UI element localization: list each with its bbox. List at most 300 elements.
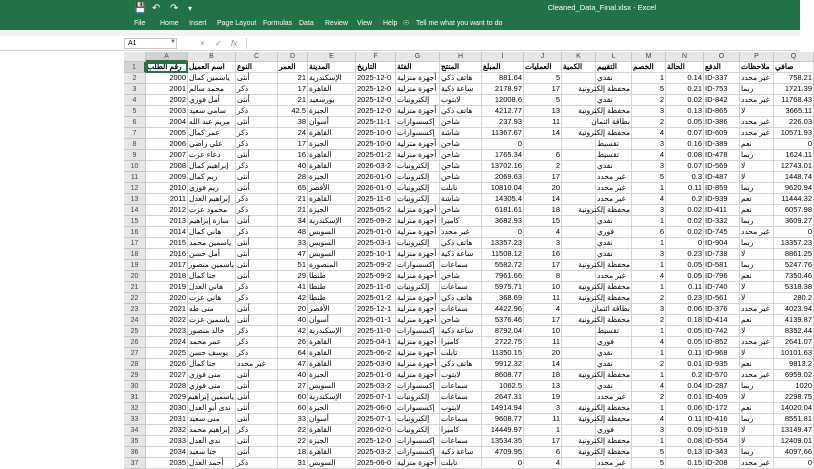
table-cell[interactable]: نعم <box>740 194 774 205</box>
table-cell[interactable]: أجهزة منزلية <box>396 271 440 282</box>
table-cell[interactable]: علي راضي <box>188 139 236 150</box>
table-cell[interactable]: 2025-01-0 <box>356 370 396 381</box>
table-cell[interactable]: إلكترونيات <box>396 161 440 172</box>
table-cell[interactable]: شاحن <box>440 315 482 326</box>
table-cell[interactable]: 42 <box>278 326 308 337</box>
table-cell[interactable]: ذكر <box>236 106 278 117</box>
table-cell[interactable]: 5 <box>524 73 562 84</box>
table-cell[interactable]: ذكر <box>236 194 278 205</box>
table-cell[interactable]: 64 <box>278 348 308 359</box>
column-header-j[interactable]: J <box>524 52 562 62</box>
table-cell[interactable]: 2007 <box>146 150 188 161</box>
table-cell[interactable]: هاني عزت <box>188 293 236 304</box>
table-cell[interactable]: ذكر <box>236 139 278 150</box>
table-cell[interactable]: تقسيط <box>596 139 632 150</box>
row-header[interactable]: 31 <box>124 392 146 403</box>
table-cell[interactable]: 13702.16 <box>482 161 524 172</box>
table-cell[interactable]: إلكترونيات <box>396 282 440 293</box>
table-cell[interactable]: 4 <box>632 150 666 161</box>
table-cell[interactable]: 0.11 <box>666 414 704 425</box>
table-cell[interactable]: كاميرا <box>440 216 482 227</box>
table-cell[interactable]: 42 <box>278 293 308 304</box>
table-cell[interactable]: 11 <box>524 337 562 348</box>
table-cell[interactable]: 5247.76 <box>774 260 814 271</box>
table-cell[interactable]: أنثى <box>236 271 278 282</box>
table-cell[interactable]: 2025-10-0 <box>356 139 396 150</box>
table-cell[interactable]: 60 <box>278 392 308 403</box>
table-cell[interactable]: 5 <box>632 84 666 95</box>
column-header-n[interactable]: N <box>666 52 704 62</box>
table-cell[interactable]: ذكر <box>236 348 278 359</box>
table-cell[interactable] <box>562 227 596 238</box>
table-cell[interactable]: ID-852 <box>704 337 740 348</box>
table-cell[interactable]: 11 <box>524 414 562 425</box>
row-header[interactable]: 26 <box>124 337 146 348</box>
table-cell[interactable]: ID-935 <box>704 359 740 370</box>
table-cell[interactable]: 0.06 <box>666 304 704 315</box>
table-cell[interactable]: ID-332 <box>704 216 740 227</box>
table-cell[interactable]: شاحن <box>440 205 482 216</box>
row-header[interactable]: 24 <box>124 315 146 326</box>
table-cell[interactable]: محفظة إلكترونية <box>578 282 630 291</box>
table-cell[interactable]: لا <box>740 425 774 436</box>
table-cell[interactable]: 10 <box>524 326 562 337</box>
table-cell[interactable]: 2025-06-2 <box>356 348 396 359</box>
table-cell[interactable]: ID-409 <box>704 392 740 403</box>
table-cell[interactable]: ID-745 <box>704 227 740 238</box>
table-cell[interactable]: هاتف ذكي <box>440 106 482 117</box>
table-cell[interactable]: 1765.34 <box>482 150 524 161</box>
table-cell[interactable]: 22 <box>278 425 308 436</box>
table-cell[interactable]: إلكترونيات <box>396 238 440 249</box>
table-cell[interactable]: نقدي <box>596 161 632 172</box>
header-cell[interactable]: المنتج <box>440 62 482 73</box>
table-cell[interactable]: 2025-10-0 <box>356 128 396 139</box>
table-cell[interactable]: شاحن <box>440 139 482 150</box>
table-cell[interactable]: 2006 <box>146 139 188 150</box>
tab-data[interactable]: Data <box>299 20 314 27</box>
table-cell[interactable]: نعم <box>740 403 774 414</box>
header-cell[interactable]: صافي <box>774 62 814 73</box>
table-cell[interactable]: 2017 <box>146 260 188 271</box>
table-cell[interactable]: 2034 <box>146 447 188 458</box>
table-cell[interactable]: إكسسوارات <box>396 447 440 458</box>
table-cell[interactable]: 4 <box>632 194 666 205</box>
tab-help[interactable]: Help <box>383 20 398 27</box>
table-cell[interactable]: نقدي <box>596 95 632 106</box>
table-cell[interactable]: 51 <box>278 260 308 271</box>
table-cell[interactable]: سامي سعيد <box>188 106 236 117</box>
table-cell[interactable]: 6 <box>632 227 666 238</box>
table-cell[interactable]: 15 <box>524 216 562 227</box>
column-header-q[interactable]: Q <box>774 52 814 62</box>
table-cell[interactable]: 1 <box>632 326 666 337</box>
table-cell[interactable]: 2025-06-0 <box>356 403 396 414</box>
table-cell[interactable]: ربما <box>740 381 774 392</box>
table-cell[interactable]: ID-519 <box>704 425 740 436</box>
table-cell[interactable] <box>562 183 596 194</box>
table-cell[interactable]: 4 <box>524 458 562 469</box>
redo-icon[interactable]: ↷ <box>170 3 179 14</box>
table-cell[interactable]: إلكترونيات <box>396 414 440 425</box>
table-cell[interactable]: ذكر <box>236 282 278 293</box>
table-cell[interactable]: ID-740 <box>704 282 740 293</box>
table-cell[interactable]: أجهزة منزلية <box>396 458 440 469</box>
table-cell[interactable]: إكسسوارات <box>396 403 440 414</box>
table-cell[interactable]: ID-554 <box>704 436 740 447</box>
table-cell[interactable]: ID-208 <box>704 458 740 469</box>
table-cell[interactable]: 0 <box>482 458 524 469</box>
table-cell[interactable]: 0.07 <box>666 161 704 172</box>
table-cell[interactable]: ذكر <box>236 161 278 172</box>
table-cell[interactable]: أجهزة منزلية <box>396 249 440 260</box>
table-cell[interactable]: 0.07 <box>666 128 704 139</box>
enter-icon[interactable]: ✓ <box>215 39 222 48</box>
table-cell[interactable]: ريم فوزي <box>188 183 236 194</box>
table-cell[interactable]: أنثى <box>236 370 278 381</box>
table-cell[interactable]: 2000 <box>146 73 188 84</box>
table-cell[interactable]: 4 <box>524 227 562 238</box>
table-cell[interactable]: ساعة ذكية <box>440 326 482 337</box>
table-cell[interactable]: 0.01 <box>666 392 704 403</box>
tab-insert[interactable]: Insert <box>189 20 207 27</box>
table-cell[interactable]: نعم <box>740 315 774 326</box>
table-cell[interactable]: طنطا <box>308 282 356 293</box>
insert-function-icon[interactable]: fx <box>231 39 238 48</box>
table-cell[interactable]: 0.23 <box>666 293 704 304</box>
row-header[interactable]: 37 <box>124 458 146 469</box>
table-cell[interactable]: نقدي <box>596 359 632 370</box>
table-cell[interactable]: 2026-02-0 <box>356 425 396 436</box>
table-cell[interactable]: نقدي <box>596 381 632 392</box>
table-cell[interactable]: لابتوب <box>440 403 482 414</box>
table-cell[interactable]: نعم <box>740 139 774 150</box>
table-cell[interactable]: 0.02 <box>666 205 704 216</box>
table-cell[interactable]: 1 <box>632 348 666 359</box>
row-header[interactable]: 5 <box>124 106 146 117</box>
table-cell[interactable]: أنثى <box>236 304 278 315</box>
table-cell[interactable]: غير محدد <box>740 128 774 139</box>
table-cell[interactable]: فوري <box>596 425 632 436</box>
row-header[interactable]: 14 <box>124 205 146 216</box>
table-cell[interactable]: 5318.38 <box>774 282 814 293</box>
table-cell[interactable]: 2005 <box>146 128 188 139</box>
table-cell[interactable]: 16 <box>278 150 308 161</box>
row-header[interactable]: 13 <box>124 194 146 205</box>
table-cell[interactable]: 2015 <box>146 238 188 249</box>
table-cell[interactable]: إلكترونيات <box>396 172 440 183</box>
table-cell[interactable]: ذكر <box>236 227 278 238</box>
table-cell[interactable]: سارة إبراهيم <box>188 216 236 227</box>
table-cell[interactable]: 3 <box>632 161 666 172</box>
table-cell[interactable]: تابلت <box>440 458 482 469</box>
table-cell[interactable]: ذكر <box>236 458 278 469</box>
row-header[interactable]: 11 <box>124 172 146 183</box>
table-cell[interactable]: 13 <box>524 381 562 392</box>
table-cell[interactable]: سماعات <box>440 304 482 315</box>
header-cell[interactable]: الكمية <box>562 62 596 73</box>
table-cell[interactable]: دعاء عزت <box>188 150 236 161</box>
table-cell[interactable]: 7350.46 <box>774 271 814 282</box>
column-header-k[interactable]: K <box>562 52 596 62</box>
row-header[interactable]: 4 <box>124 95 146 106</box>
table-cell[interactable]: 11444.32 <box>774 194 814 205</box>
table-cell[interactable]: 26 <box>278 337 308 348</box>
table-cell[interactable]: هاني العدل <box>188 282 236 293</box>
table-cell[interactable]: 0.02 <box>666 227 704 238</box>
table-cell[interactable]: أنثى <box>236 414 278 425</box>
row-header[interactable]: 16 <box>124 227 146 238</box>
table-cell[interactable]: إكسسوارات <box>396 128 440 139</box>
table-cell[interactable]: ID-753 <box>704 84 740 95</box>
column-header-f[interactable]: F <box>356 52 396 62</box>
table-cell[interactable]: 12743.01 <box>774 161 814 172</box>
table-cell[interactable]: 17 <box>524 315 562 326</box>
header-cell[interactable]: التاريخ <box>356 62 396 73</box>
table-cell[interactable]: 1448.74 <box>774 172 814 183</box>
table-cell[interactable]: 11 <box>524 117 562 128</box>
row-header[interactable]: 1 <box>124 62 146 73</box>
table-cell[interactable]: غير محدد <box>596 458 632 469</box>
table-cell[interactable]: ربما <box>740 260 774 271</box>
table-cell[interactable]: 5 <box>632 172 666 183</box>
table-cell[interactable]: نقدي <box>596 216 632 227</box>
table-cell[interactable]: 5582.72 <box>482 260 524 271</box>
table-cell[interactable]: 0.09 <box>666 425 704 436</box>
table-cell[interactable]: 31 <box>278 458 308 469</box>
table-cell[interactable]: 38 <box>278 117 308 128</box>
table-cell[interactable]: أجهزة منزلية <box>396 348 440 359</box>
table-cell[interactable]: 2027 <box>146 370 188 381</box>
table-cell[interactable]: ID-411 <box>704 205 740 216</box>
table-cell[interactable]: ID-742 <box>704 326 740 337</box>
table-cell[interactable]: الجيزة <box>308 436 356 447</box>
table-cell[interactable] <box>562 348 596 359</box>
table-cell[interactable]: 18 <box>278 447 308 458</box>
table-cell[interactable]: أجهزة منزلية <box>396 293 440 304</box>
table-cell[interactable]: 2025-04-1 <box>356 337 396 348</box>
table-cell[interactable]: أجهزة منزلية <box>396 84 440 95</box>
header-cell[interactable]: الحالة <box>666 62 704 73</box>
table-cell[interactable]: 5 <box>632 447 666 458</box>
table-cell[interactable]: 2024 <box>146 337 188 348</box>
header-cell[interactable]: المدينة <box>308 62 356 73</box>
table-cell[interactable]: 1020 <box>774 381 814 392</box>
table-cell[interactable]: 40 <box>278 315 308 326</box>
table-cell[interactable]: 2018 <box>146 271 188 282</box>
table-cell[interactable]: أنثى <box>236 403 278 414</box>
table-cell[interactable]: جنا كمال <box>188 271 236 282</box>
table-cell[interactable]: 2298.75 <box>774 392 814 403</box>
table-cell[interactable]: 2025-01-2 <box>356 150 396 161</box>
table-cell[interactable]: 4 <box>524 304 562 315</box>
table-cell[interactable]: طنطا <box>308 293 356 304</box>
table-cell[interactable]: جنا كمال <box>188 359 236 370</box>
table-cell[interactable] <box>562 249 596 260</box>
table-cell[interactable]: 3 <box>632 304 666 315</box>
table-cell[interactable]: 2011 <box>146 194 188 205</box>
table-cell[interactable]: 29 <box>278 271 308 282</box>
table-cell[interactable]: ID-569 <box>704 161 740 172</box>
table-cell[interactable]: ربما <box>740 150 774 161</box>
table-cell[interactable]: سماعات <box>440 282 482 293</box>
table-cell[interactable]: 17 <box>278 139 308 150</box>
table-cell[interactable]: ID-609 <box>704 128 740 139</box>
table-cell[interactable]: 2023 <box>146 326 188 337</box>
table-cell[interactable]: 2 <box>632 315 666 326</box>
table-cell[interactable]: 0.04 <box>666 381 704 392</box>
table-cell[interactable]: 17 <box>524 84 562 95</box>
table-cell[interactable]: 2722.75 <box>482 337 524 348</box>
table-cell[interactable]: 9813.2 <box>774 359 814 370</box>
table-cell[interactable]: ID-968 <box>704 348 740 359</box>
table-cell[interactable]: الجيزة <box>308 172 356 183</box>
row-header[interactable]: 20 <box>124 271 146 282</box>
table-cell[interactable]: يوسف حسن <box>188 348 236 359</box>
table-cell[interactable]: ID-287 <box>704 381 740 392</box>
table-cell[interactable]: السويس <box>308 381 356 392</box>
table-cell[interactable]: السويس <box>308 249 356 260</box>
table-cell[interactable]: 0.13 <box>666 106 704 117</box>
table-cell[interactable]: 2025-11-1 <box>356 117 396 128</box>
table-cell[interactable]: 1 <box>632 403 666 414</box>
table-cell[interactable]: القاهرة <box>308 84 356 95</box>
table-cell[interactable] <box>562 150 596 161</box>
table-cell[interactable]: 4709.95 <box>482 447 524 458</box>
table-cell[interactable]: 4097.66 <box>774 447 814 458</box>
table-cell[interactable]: محفظة إلكترونية <box>578 403 630 412</box>
table-cell[interactable]: 2647.31 <box>482 392 524 403</box>
table-cell[interactable]: 8861.25 <box>774 249 814 260</box>
table-cell[interactable]: إبراهيم محمد <box>188 425 236 436</box>
table-cell[interactable]: 4 <box>632 381 666 392</box>
table-cell[interactable]: ياسمين محمد <box>188 238 236 249</box>
table-cell[interactable]: إلكترونيات <box>396 392 440 403</box>
table-cell[interactable]: 14 <box>524 128 562 139</box>
table-cell[interactable]: محمود عزت <box>188 205 236 216</box>
tell-me-search[interactable]: Tell me what you want to do <box>416 20 503 27</box>
table-cell[interactable]: 18 <box>524 370 562 381</box>
table-cell[interactable]: هاتف ذكي <box>440 359 482 370</box>
table-cell[interactable]: 1721.39 <box>774 84 814 95</box>
table-cell[interactable]: 19 <box>524 392 562 403</box>
table-cell[interactable]: 21 <box>278 194 308 205</box>
table-cell[interactable]: ياسمين إبراهيم <box>187 392 234 401</box>
table-cell[interactable]: 2016 <box>146 249 188 260</box>
table-cell[interactable]: 0.05 <box>666 326 704 337</box>
table-cell[interactable]: 2025-07-1 <box>356 414 396 425</box>
table-cell[interactable]: لا <box>740 161 774 172</box>
table-cell[interactable]: 6181.61 <box>482 205 524 216</box>
table-cell[interactable]: أنثى <box>236 73 278 84</box>
table-cell[interactable]: 34 <box>278 216 308 227</box>
table-cell[interactable]: 3 <box>524 238 562 249</box>
row-header[interactable]: 30 <box>124 381 146 392</box>
table-cell[interactable]: تابلت <box>440 348 482 359</box>
table-cell[interactable]: 2025-11-0 <box>356 282 396 293</box>
table-cell[interactable]: 17 <box>524 172 562 183</box>
row-header[interactable]: 29 <box>124 370 146 381</box>
table-cell[interactable]: 2641.07 <box>774 337 814 348</box>
table-cell[interactable]: 1624.11 <box>774 150 814 161</box>
table-cell[interactable]: ذكر <box>236 84 278 95</box>
table-cell[interactable]: 2025-12-1 <box>356 304 396 315</box>
table-cell[interactable]: ربما <box>740 183 774 194</box>
table-cell[interactable]: ID-416 <box>704 414 740 425</box>
table-cell[interactable]: ID-859 <box>704 183 740 194</box>
table-cell[interactable]: 3665.11 <box>774 106 814 117</box>
table-cell[interactable]: 2022 <box>146 315 188 326</box>
table-cell[interactable]: غير محدد <box>596 194 632 205</box>
table-cell[interactable]: 13149.47 <box>774 425 814 436</box>
table-cell[interactable]: غير محدد <box>740 458 774 469</box>
table-cell[interactable]: أمل حسن <box>188 249 236 260</box>
table-cell[interactable]: ID-561 <box>704 293 740 304</box>
table-cell[interactable]: ربما <box>740 216 774 227</box>
header-cell[interactable]: العمر <box>278 62 308 73</box>
table-cell[interactable]: 17 <box>524 436 562 447</box>
table-cell[interactable]: لا <box>740 348 774 359</box>
table-cell[interactable]: نقدي <box>596 348 632 359</box>
table-cell[interactable] <box>562 337 596 348</box>
row-header[interactable]: 21 <box>124 282 146 293</box>
table-cell[interactable]: 18 <box>524 205 562 216</box>
table-cell[interactable]: إلكترونيات <box>396 194 440 205</box>
table-cell[interactable]: 2025-12-0 <box>356 73 396 84</box>
table-cell[interactable]: الإسكندرية <box>308 392 356 403</box>
table-cell[interactable]: غير محدد <box>740 73 774 84</box>
save-icon[interactable]: 💾 <box>134 3 147 14</box>
header-cell[interactable]: التقييم <box>596 62 632 73</box>
table-cell[interactable]: فوري <box>596 337 632 348</box>
table-cell[interactable]: 2025-11-0 <box>356 326 396 337</box>
row-header[interactable]: 25 <box>124 326 146 337</box>
table-cell[interactable]: هاتف ذكي <box>440 293 482 304</box>
table-cell[interactable]: 2002 <box>146 95 188 106</box>
table-cell[interactable]: 21 <box>278 73 308 84</box>
column-header-o[interactable]: O <box>704 52 740 62</box>
table-cell[interactable]: 2009 <box>146 172 188 183</box>
table-cell[interactable]: 13534.35 <box>482 436 524 447</box>
table-cell[interactable]: 3 <box>632 249 666 260</box>
table-cell[interactable]: محفظة إلكترونية <box>578 370 630 379</box>
name-box[interactable]: A1 <box>124 38 177 49</box>
table-cell[interactable]: القاهرة <box>308 447 356 458</box>
table-cell[interactable]: 4 <box>632 128 666 139</box>
table-cell[interactable]: 11 <box>524 293 562 304</box>
table-cell[interactable]: 2025 <box>146 348 188 359</box>
table-cell[interactable]: 22 <box>278 436 308 447</box>
table-cell[interactable]: 2001 <box>146 84 188 95</box>
table-cell[interactable]: عمر كمال <box>188 128 236 139</box>
column-header-e[interactable]: E <box>308 52 356 62</box>
header-cell[interactable]: رقم الطلب <box>146 62 188 73</box>
worksheet-grid[interactable] <box>124 52 812 467</box>
table-cell[interactable]: 0.05 <box>666 260 704 271</box>
table-cell[interactable]: ID-581 <box>704 260 740 271</box>
table-cell[interactable]: السويس <box>308 227 356 238</box>
table-cell[interactable]: ID-842 <box>704 95 740 106</box>
table-cell[interactable]: أنثى <box>236 381 278 392</box>
table-cell[interactable]: 758.21 <box>774 73 814 84</box>
table-cell[interactable]: الجيزة <box>308 106 356 117</box>
header-cell[interactable]: المبلغ <box>482 62 524 73</box>
table-cell[interactable]: لا <box>740 282 774 293</box>
table-cell[interactable]: محمد سالم <box>188 84 236 95</box>
table-cell[interactable]: 0.18 <box>666 315 704 326</box>
table-cell[interactable]: لا <box>740 249 774 260</box>
column-header-a[interactable]: A <box>146 52 188 62</box>
